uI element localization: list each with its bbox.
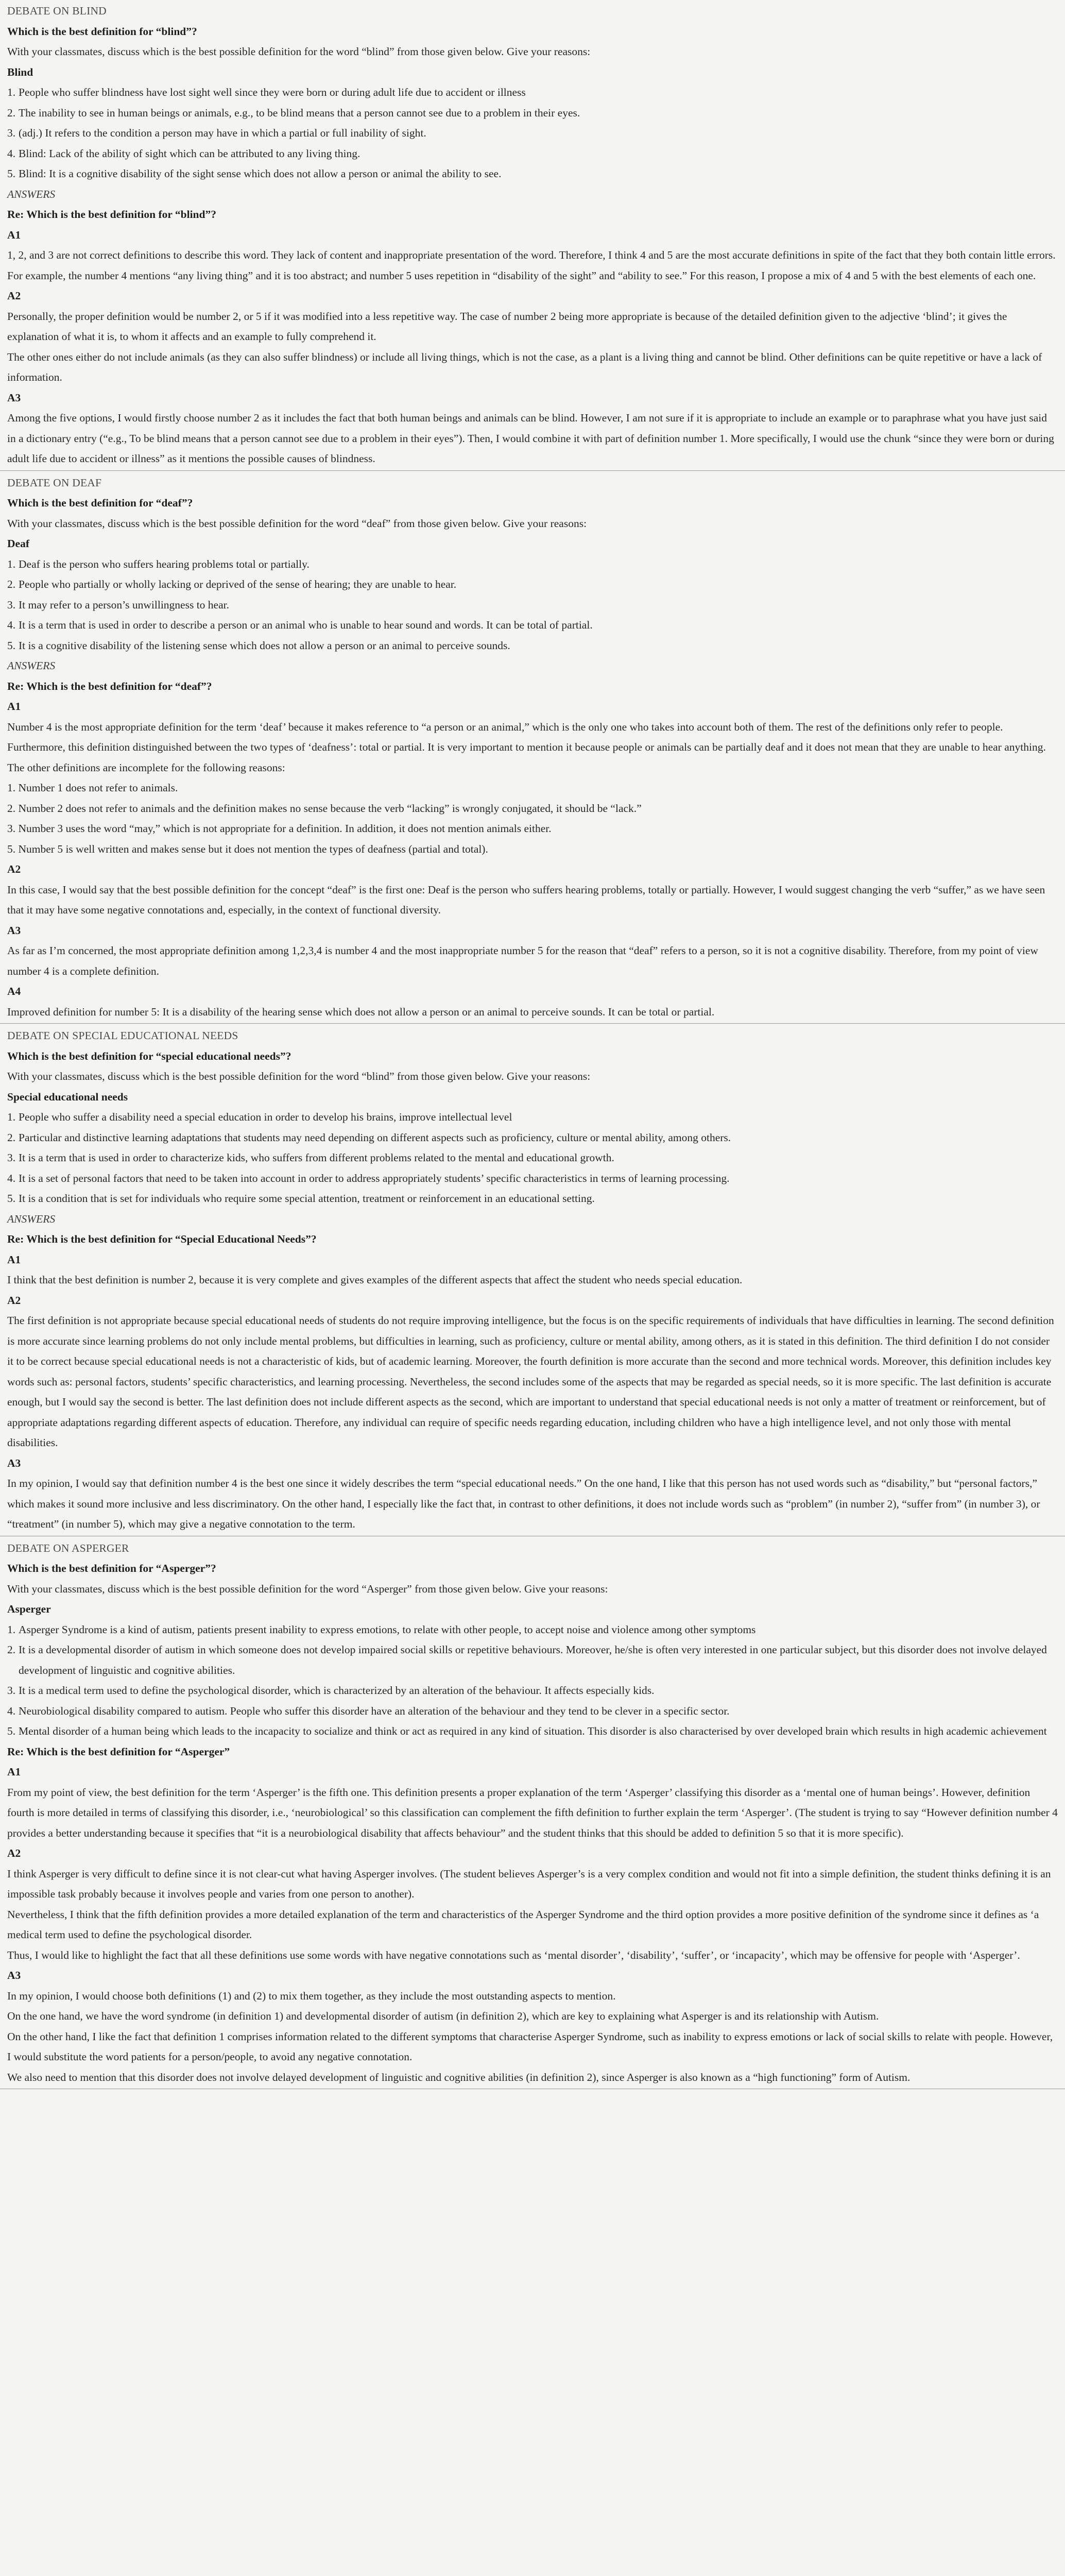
term-heading: Blind	[7, 65, 33, 78]
definition-list	[7, 1107, 1058, 1209]
definition-text: The inability to see in human beings or animals, e.g., to be blind means that a person cannot see due to a problem in their eyes.	[19, 106, 580, 119]
answer-label: A3	[7, 391, 21, 404]
definition-number: 1.	[7, 1111, 16, 1123]
definition-text: Blind: It is a cognitive disability of the sight sense which does not allow a person or animal the ability to see.	[19, 167, 502, 180]
question-title: Which is the best definition for “deaf”?	[7, 497, 193, 509]
debate-section	[0, 1024, 1065, 1536]
definition-number: 1.	[7, 557, 16, 570]
definition-item	[7, 615, 1058, 636]
instruction-text: With your classmates, discuss which is the best possible definition for the word “deaf” from those given below. Give your reasons:	[7, 517, 587, 530]
definition-item	[7, 595, 1058, 616]
definition-text: It is a set of personal factors that need to be taken into account in order to address appropriately students’ specific characteristics in terms of learning processing.	[19, 1172, 730, 1184]
definition-number: 4.	[7, 619, 16, 631]
answer-paragraph: The other definitions are incomplete for the following reasons:	[7, 761, 285, 774]
definition-text: People who suffer a disability need a special education in order to develop his brains, improve intellectual level	[19, 1111, 512, 1123]
answer-paragraph: 1. Number 1 does not refer to animals.	[7, 782, 178, 794]
definition-text: Neurobiological disability compared to autism. People who suffer this disorder have an alteration of the behaviour and they tend to be clever in a specific sector.	[19, 1704, 730, 1717]
definition-item	[7, 1168, 1058, 1189]
answer-label: A2	[7, 1294, 21, 1307]
definition-text: It is a cognitive disability of the listening sense which does not allow a person or an animal to perceive sounds.	[19, 639, 510, 652]
definition-number: 1.	[7, 86, 16, 98]
definition-text: People who partially or wholly lacking or deprived of the sense of hearing; they are unable to hear.	[19, 578, 457, 590]
answer-label: A3	[7, 1456, 21, 1469]
definition-number: 5.	[7, 1725, 16, 1737]
answer-paragraph: As far as I’m concerned, the most appropriate definition among 1,2,3,4 is number 4 and the most inappropriate number 5 for the reason that “deaf” refers to a person, so it is not a cognitive disability. Therefore, from my point of view number 4 is a complete definition.	[7, 944, 1038, 977]
section-header: DEBATE ON ASPERGER	[7, 1541, 129, 1554]
definition-number: 3.	[7, 1151, 16, 1164]
answers-label: ANSWERS	[7, 188, 56, 200]
definition-item	[7, 164, 1058, 184]
answer-paragraph: On the other hand, I like the fact that definition 1 comprises information related to the different symptoms that characterise Asperger Syndrome, such as inability to express emotions or lack of social skills to relate with people. However, I would substitute the word patients for a person/people, to avoid any negative connotation.	[7, 2030, 1053, 2063]
definition-text: It is a term that is used in order to characterize kids, who suffers from different problems related to the mental and educational growth.	[19, 1151, 614, 1164]
answer-paragraph: Thus, I would like to highlight the fact that all these definitions use some words with have negative connotations such as ‘mental disorder’, ‘disability’, ‘suffer’, or ‘incapacity’, which may be offensive for people with ‘Asperger’.	[7, 1948, 1020, 1961]
section-header: DEBATE ON DEAF	[7, 476, 102, 489]
definition-text: Asperger Syndrome is a kind of autism, patients present inability to express emotions, to relate with other people, to accept noise and violence among other symptoms	[19, 1623, 756, 1636]
answer-paragraph: Improved definition for number 5: It is a disability of the hearing sense which does not allow a person or an animal to perceive sounds. It can be total or partial.	[7, 1005, 715, 1018]
definition-item	[7, 1620, 1058, 1640]
definition-number: 2.	[7, 1643, 16, 1656]
definition-text: (adj.) It refers to the condition a person may have in which a partial or full inability of sight.	[19, 127, 426, 139]
definition-number: 2.	[7, 1131, 16, 1144]
answer-label: A2	[7, 1847, 21, 1859]
definition-number: 3.	[7, 1684, 16, 1697]
definition-item	[7, 103, 1058, 124]
answer-paragraph: The other ones either do not include animals (as they can also suffer blindness) or include all living things, which is not the case, as a plant is a living thing and cannot be blind. Other definitions can be quite repetitive or have a lack of information.	[7, 350, 1042, 383]
answers-heading: Re: Which is the best definition for “Asperger”	[7, 1745, 230, 1758]
definition-list	[7, 554, 1058, 656]
definition-item	[7, 1148, 1058, 1168]
question-title: Which is the best definition for “special educational needs”?	[7, 1049, 291, 1062]
definition-item	[7, 1128, 1058, 1148]
definition-item	[7, 123, 1058, 144]
answers-heading: Re: Which is the best definition for “deaf”?	[7, 680, 212, 692]
term-heading: Deaf	[7, 537, 29, 550]
answer-paragraph: The first definition is not appropriate because special educational needs of students do not require improving intelligence, but the focus is on the specific requirements of individuals that have difficulties in learning. The second definition is more accurate since learning problems do not only include mental problems, but difficulties in learning, such as proficiency, culture or mental ability, among others, as it is stated in this definition. The third definition I do not consider it to be correct because special educational needs is not a characteristic of kids, but of academic learning. Moreover, the fourth definition is more accurate than the second and more technical words. Moreover, this definition includes key words such as: personal factors, students’ specific characteristics, and learning processing. Nevertheless, the second includes some of the aspects that may be regarded as special needs, so it is more specific. The last definition is accurate enough, but I would say the second is better. The last definition does not include different aspects as the second, which are important to understand that special educational needs is not only a matter of treatment or reinforcement, but of appropriate adaptations regarding different aspects of education. Therefore, any individual can require of specific needs regarding education, including children who have a high intelligence level, and not only those with mental disabilities.	[7, 1314, 1054, 1449]
answer-paragraph: On the one hand, we have the word syndrome (in definition 1) and developmental disorder of autism (in definition 2), which are key to explaining what Asperger is and its relationship with Autism.	[7, 2010, 879, 2022]
term-heading: Special educational needs	[7, 1090, 128, 1103]
term-heading: Asperger	[7, 1603, 51, 1615]
definition-item	[7, 1189, 1058, 1209]
answer-label: A1	[7, 228, 21, 241]
answer-paragraph: Personally, the proper definition would be number 2, or 5 if it was modified into a less repetitive way. The case of number 2 being more appropriate is because of the detailed definition given to the adjective ‘blind’; it gives the explanation of what it is, to whom it affects and an example to fully comprehend it.	[7, 310, 1007, 343]
answer-paragraph: In this case, I would say that the best possible definition for the concept “deaf” is the first one: Deaf is the person who suffers hearing problems, totally or partially. However, I would suggest changing the verb “suffer,” as we have seen that it may have some negative connotations and, especially, in the context of functional diversity.	[7, 883, 1045, 916]
answer-label: A4	[7, 985, 21, 997]
answer-label: A1	[7, 1766, 21, 1778]
definition-text: Mental disorder of a human being which leads to the incapacity to socialize and think or act as required in any kind of situation. This disorder is also characterised by over developed brain which results in high academic achievement	[19, 1725, 1047, 1737]
answer-paragraph: 5. Number 5 is well written and makes sense but it does not mention the types of deafness (partial and total).	[7, 842, 488, 855]
definition-item	[7, 82, 1058, 103]
definition-number: 4.	[7, 1172, 16, 1184]
answer-label: A3	[7, 924, 21, 937]
definition-text: Particular and distinctive learning adaptations that students may need depending on different aspects such as proficiency, culture or mental ability, among others.	[19, 1131, 731, 1144]
definition-item	[7, 1640, 1058, 1681]
instruction-text: With your classmates, discuss which is the best possible definition for the word “Asperger” from those given below. Give your reasons:	[7, 1582, 608, 1595]
definition-text: Blind: Lack of the ability of sight which can be attributed to any living thing.	[19, 147, 360, 160]
answer-label: A1	[7, 1253, 21, 1266]
definition-item	[7, 574, 1058, 595]
definition-text: It may refer to a person’s unwillingness to hear.	[19, 598, 229, 611]
answer-paragraph: From my point of view, the best definition for the term ‘Asperger’ is the fifth one. This definition presents a proper explanation of the term ‘Asperger’ classifying this disorder as a ‘mental one of human beings’. However, definition fourth is more detailed in terms of classifying this disorder, i.e., ‘neurobiological’ so this classification can complement the fifth definition to further explain the term ‘Asperger’. (The student is trying to say “However definition number 4 provides a better understanding because it specifies that “it is a neurobiological disability that affects behaviour” and the student thinks that this should be added to definition 5 so that it is more specific).	[7, 1786, 1058, 1839]
answer-label: A3	[7, 1969, 21, 1981]
answer-paragraph: In my opinion, I would choose both definitions (1) and (2) to mix them together, as they include the most outstanding aspects to mention.	[7, 1989, 616, 2002]
debate-section	[0, 471, 1065, 1024]
definition-list	[7, 1620, 1058, 1742]
answers-heading: Re: Which is the best definition for “Special Educational Needs”?	[7, 1233, 317, 1245]
answer-label: A1	[7, 700, 21, 713]
question-title: Which is the best definition for “blind”?	[7, 25, 197, 38]
section-header: DEBATE ON BLIND	[7, 5, 107, 17]
definition-text: It is a medical term used to define the psychological disorder, which is characterized by an alteration of the behaviour. It affects especially kids.	[19, 1684, 655, 1697]
definition-item	[7, 554, 1058, 575]
definition-number: 2.	[7, 578, 16, 590]
definition-number: 5.	[7, 639, 16, 652]
definition-text: It is a condition that is set for individuals who require some special attention, treatment or reinforcement in an educational setting.	[19, 1192, 595, 1205]
definition-item	[7, 1721, 1058, 1742]
definition-list	[7, 82, 1058, 184]
definition-number: 5.	[7, 167, 16, 180]
section-header: DEBATE ON SPECIAL EDUCATIONAL NEEDS	[7, 1029, 238, 1042]
definition-text: Deaf is the person who suffers hearing problems total or partially.	[19, 557, 310, 570]
definition-item	[7, 1681, 1058, 1701]
answer-paragraph: 1, 2, and 3 are not correct definitions to describe this word. They lack of content and inappropriate presentation of the word. Therefore, I think 4 and 5 are the most accurate definitions in spite of the fact that they both contain little errors. For example, the number 4 mentions “any living thing” and it is too abstract; and number 5 uses repetition in “disability of the sight” and “ability to see.” For this reason, I propose a mix of 4 and 5 with the best elements of each one.	[7, 249, 1056, 282]
answer-paragraph: Nevertheless, I think that the fifth definition provides a more detailed explanation of the term and characteristics of the Asperger Syndrome and the third option provides a more positive definition of the syndrome since it defines as ‘a medical term used to define the psychological disorder.	[7, 1908, 1039, 1941]
definition-item	[7, 636, 1058, 656]
debate-section	[0, 1536, 1065, 2090]
definition-number: 4.	[7, 147, 16, 160]
definition-number: 4.	[7, 1704, 16, 1717]
instruction-text: With your classmates, discuss which is the best possible definition for the word “blind” from those given below. Give your reasons:	[7, 1070, 591, 1082]
definition-text: It is a term that is used in order to describe a person or an animal who is unable to hear sound and words. It can be total of partial.	[19, 619, 593, 631]
answer-paragraph: Among the five options, I would firstly choose number 2 as it includes the fact that both human beings and animals can be blind. However, I am not sure if it is appropriate to include an example or to paraphrase what you have just said in a dictionary entry (“e.g., To be blind means that a person cannot see due to a problem in their eyes”). Then, I would combine it with part of definition number 1. More specifically, I would use the chunk “since they were born or during adult life due to accident or illness” as it mentions the possible causes of blindness.	[7, 412, 1054, 465]
answer-paragraph: I think Asperger is very difficult to define since it is not clear-cut what having Asperger involves. (The student believes Asperger’s is a very complex condition and would not fit into a simple definition, the student thinks defining it is an impossible task probably because it involves people and varies from one person to another).	[7, 1867, 1051, 1900]
answer-label: A2	[7, 290, 21, 302]
debate-section	[0, 0, 1065, 471]
question-title: Which is the best definition for “Asperger”?	[7, 1562, 216, 1574]
definition-text: People who suffer blindness have lost sight well since they were born or during adult life due to accident or illness	[19, 86, 526, 98]
answer-paragraph: In my opinion, I would say that definition number 4 is the best one since it widely describes the term “special educational needs.” On the one hand, I like that this person has not used words such as “disability,” but “personal factors,” which makes it sound more inclusive and less discriminatory. On the other hand, I especially like the fact that, in contrast to other definitions, it does not include words such as “problem” (in number 2), “suffer from” (in number 3), or “treatment” (in number 5), which may give a negative connotation to the term.	[7, 1477, 1040, 1530]
definition-number: 3.	[7, 598, 16, 611]
definition-text: It is a developmental disorder of autism in which someone does not develop impaired social skills or repetitive behaviours. Moreover, he/she is often very interested in one particular subject, but this disorder does not involve delayed development of linguistic and cognitive abilities.	[19, 1643, 1047, 1676]
definition-number: 1.	[7, 1623, 16, 1636]
answers-label: ANSWERS	[7, 1212, 56, 1225]
answer-label: A2	[7, 863, 21, 875]
answer-paragraph: I think that the best definition is number 2, because it is very complete and gives examples of the different aspects that affect the student who needs special education.	[7, 1274, 743, 1286]
answer-paragraph: We also need to mention that this disorder does not involve delayed development of linguistic and cognitive abilities (in definition 2), since Asperger is also known as a “high functioning” form of Autism.	[7, 2071, 911, 2083]
definition-item	[7, 1107, 1058, 1128]
definition-number: 2.	[7, 106, 16, 119]
definition-item	[7, 1701, 1058, 1722]
answers-heading: Re: Which is the best definition for “blind”?	[7, 208, 216, 221]
answer-paragraph: 2. Number 2 does not refer to animals and the definition makes no sense because the verb “lacking” is wrongly conjugated, it should be “lack.”	[7, 802, 642, 815]
answers-label: ANSWERS	[7, 659, 56, 672]
definition-number: 3.	[7, 127, 16, 139]
definition-item	[7, 144, 1058, 164]
answer-paragraph: Number 4 is the most appropriate definition for the term ‘deaf’ because it makes reference to “a person or an animal,” which is the only one who takes into account both of them. The rest of the definitions only refer to people. Furthermore, this definition distinguished between the two types of ‘deafness’: total or partial. It is very important to mention it because people or animals can be partially deaf and it does not mean that they are unable to hear anything.	[7, 720, 1046, 753]
definition-number: 5.	[7, 1192, 16, 1205]
answer-paragraph: 3. Number 3 uses the word “may,” which is not appropriate for a definition. In addition, it does not mention animals either.	[7, 822, 552, 835]
instruction-text: With your classmates, discuss which is the best possible definition for the word “blind” from those given below. Give your reasons:	[7, 45, 591, 58]
